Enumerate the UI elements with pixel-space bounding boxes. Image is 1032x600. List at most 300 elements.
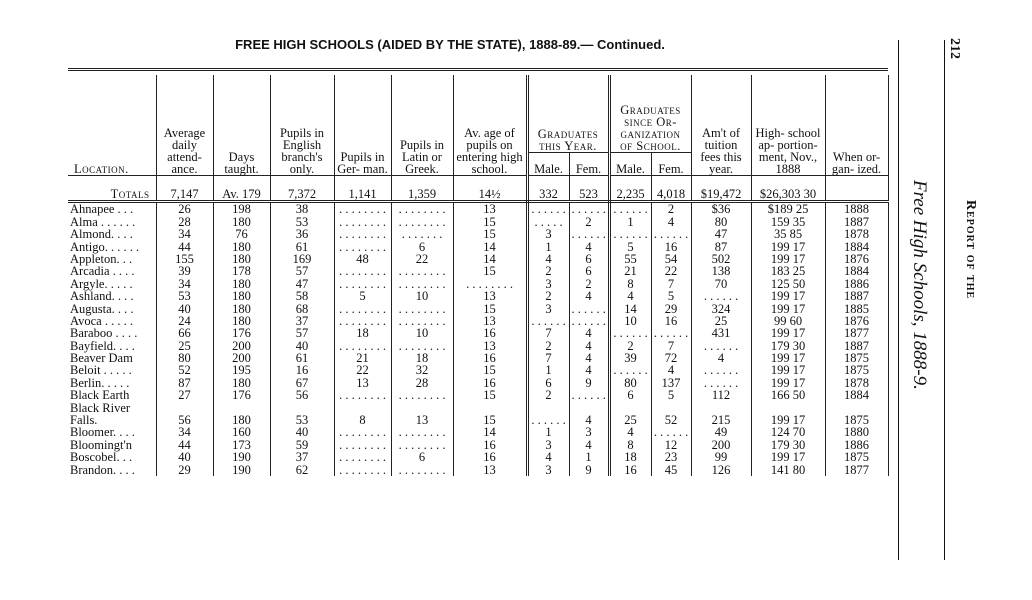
row-cell: 14: [453, 240, 527, 252]
row-cell: 4: [527, 253, 569, 265]
row-cell: [825, 401, 888, 413]
row-location: Argyle. . . . .: [68, 277, 156, 289]
row-cell: . . . . . . . .: [334, 426, 391, 438]
row-cell: 16: [453, 376, 527, 388]
row-cell: 58: [270, 290, 334, 302]
row-cell: 5: [334, 290, 391, 302]
row-cell: 180: [213, 240, 270, 252]
row-cell: 3: [527, 438, 569, 450]
table-row: [68, 327, 888, 339]
header-german: Pupils in Ger- man.: [334, 75, 391, 176]
row-cell: 25: [156, 339, 213, 351]
row-cell: 1: [569, 451, 609, 463]
row-cell: 16: [609, 463, 651, 475]
row-cell: 4: [569, 339, 609, 351]
row-cell: [270, 401, 334, 413]
row-cell: $189 25: [751, 202, 825, 216]
row-cell: 4: [651, 215, 691, 227]
row-cell: . . . . . . . .: [334, 389, 391, 401]
header-tuition: Am't of tuition fees this year.: [691, 75, 751, 176]
row-location: Berlin. . . . .: [68, 376, 156, 388]
row-cell: 2: [527, 265, 569, 277]
row-cell: 87: [691, 240, 751, 252]
row-cell: 1876: [825, 315, 888, 327]
row-cell: . . . . . . . .: [391, 339, 453, 351]
row-cell: 34: [156, 426, 213, 438]
row-cell: 180: [213, 315, 270, 327]
row-location: Beloit . . . . .: [68, 364, 156, 376]
row-cell: 1884: [825, 389, 888, 401]
table-row: [68, 265, 888, 277]
table-row: [68, 339, 888, 351]
row-cell: 15: [453, 364, 527, 376]
table-row: [68, 202, 888, 216]
row-cell: 70: [691, 277, 751, 289]
row-cell: 137: [651, 376, 691, 388]
table-row: [68, 389, 888, 401]
row-cell: 4: [651, 364, 691, 376]
row-cell: . . . . . .: [527, 315, 569, 327]
row-cell: 10: [391, 290, 453, 302]
row-cell: 2: [609, 339, 651, 351]
row-cell: 87: [156, 376, 213, 388]
row-cell: . . . . . . .: [391, 228, 453, 240]
row-cell: 15: [453, 302, 527, 314]
row-cell: . . . . . . . .: [334, 302, 391, 314]
row-cell: 180: [213, 253, 270, 265]
row-cell: 39: [609, 352, 651, 364]
row-cell: 14: [609, 302, 651, 314]
row-cell: . . . . . . . .: [391, 438, 453, 450]
side-title: Free High Schools, 1888-9.: [909, 180, 930, 390]
totals-row: Totals 7,147 Av. 179 7,372 1,141 1,359 14½ 332 523 2,235 4,018 $19,472 $26,303 30: [68, 176, 888, 202]
row-cell: 180: [213, 302, 270, 314]
row-cell: 1: [527, 240, 569, 252]
row-cell: 37: [270, 315, 334, 327]
row-cell: . . . . . .: [609, 228, 651, 240]
row-cell: 159 35: [751, 215, 825, 227]
row-cell: 15: [453, 389, 527, 401]
header-avage: Av. age of pupils on entering high school.: [453, 75, 527, 176]
row-cell: 1: [609, 215, 651, 227]
row-cell: [609, 401, 651, 413]
row-cell: 16: [453, 327, 527, 339]
table-row: [68, 451, 888, 463]
row-cell: [691, 401, 751, 413]
row-cell: 16: [453, 352, 527, 364]
row-cell: 166 50: [751, 389, 825, 401]
row-cell: 38: [270, 202, 334, 216]
row-cell: 2: [569, 215, 609, 227]
row-location: Almond. . . .: [68, 228, 156, 240]
row-cell: 40: [270, 426, 334, 438]
row-cell: 55: [609, 253, 651, 265]
row-cell: 1886: [825, 277, 888, 289]
row-cell: 1877: [825, 327, 888, 339]
row-cell: 4: [569, 327, 609, 339]
row-cell: 36: [270, 228, 334, 240]
row-cell: 72: [651, 352, 691, 364]
row-cell: 160: [213, 426, 270, 438]
row-cell: 34: [156, 277, 213, 289]
row-cell: . . . . . . . .: [334, 463, 391, 475]
row-cell: 199 17: [751, 240, 825, 252]
row-cell: 2: [569, 277, 609, 289]
row-cell: . . . . . .: [609, 364, 651, 376]
row-cell: [334, 401, 391, 413]
row-cell: 431: [691, 327, 751, 339]
row-cell: 8: [609, 438, 651, 450]
row-cell: . . . . . . . .: [391, 463, 453, 475]
row-cell: 6: [527, 376, 569, 388]
row-cell: 6: [609, 389, 651, 401]
schools-table: [68, 68, 889, 476]
row-cell: 180: [213, 376, 270, 388]
row-cell: 16: [651, 315, 691, 327]
row-cell: 39: [156, 265, 213, 277]
row-cell: 53: [270, 215, 334, 227]
row-cell: [391, 401, 453, 413]
row-cell: 6: [391, 240, 453, 252]
row-cell: 179 30: [751, 438, 825, 450]
row-cell: 124 70: [751, 426, 825, 438]
row-cell: . . . . . . . .: [453, 277, 527, 289]
row-cell: 57: [270, 327, 334, 339]
row-cell: 22: [334, 364, 391, 376]
row-cell: 4: [609, 426, 651, 438]
row-cell: . . . . . . . .: [334, 202, 391, 216]
row-cell: 99 60: [751, 315, 825, 327]
row-cell: 1875: [825, 451, 888, 463]
row-cell: . . . . . . . .: [391, 277, 453, 289]
row-cell: 1876: [825, 253, 888, 265]
row-cell: 4: [569, 364, 609, 376]
row-cell: 53: [156, 290, 213, 302]
page-title: FREE HIGH SCHOOLS (AIDED BY THE STATE), 1888-89.— Continued.: [235, 37, 665, 52]
header-latin: Pupils in Latin or Greek.: [391, 75, 453, 176]
row-cell: 13: [453, 339, 527, 351]
row-cell: 3: [527, 228, 569, 240]
row-cell: [527, 401, 569, 413]
row-cell: [453, 401, 527, 413]
row-cell: . . . . . . . .: [334, 277, 391, 289]
row-location: Bloomingt'n: [68, 438, 156, 450]
row-cell: . . . . . .: [691, 376, 751, 388]
row-cell: 10: [391, 327, 453, 339]
row-cell: 16: [453, 438, 527, 450]
row-cell: 48: [334, 253, 391, 265]
header-fem: Fem.: [569, 153, 609, 176]
table-row: [68, 401, 888, 413]
row-cell: . . . . . .: [691, 339, 751, 351]
table-row: [68, 364, 888, 376]
table-row: [68, 315, 888, 327]
row-cell: 125 50: [751, 277, 825, 289]
row-location: Baraboo . . . .: [68, 327, 156, 339]
row-cell: 215: [691, 414, 751, 426]
row-cell: 57: [270, 265, 334, 277]
row-cell: 9: [569, 463, 609, 475]
table-row: [68, 277, 888, 289]
row-cell: 24: [156, 315, 213, 327]
table-row: [68, 414, 888, 426]
row-cell: 1877: [825, 463, 888, 475]
row-cell: 4: [609, 290, 651, 302]
row-cell: 3: [527, 463, 569, 475]
row-location: Bloomer. . . .: [68, 426, 156, 438]
row-cell: . . . . . .: [527, 414, 569, 426]
row-cell: $36: [691, 202, 751, 216]
row-location: Brandon. . . .: [68, 463, 156, 475]
row-cell: 40: [156, 302, 213, 314]
table-row: [68, 228, 888, 240]
row-cell: 29: [651, 302, 691, 314]
row-cell: 5: [651, 389, 691, 401]
row-cell: 1884: [825, 265, 888, 277]
row-cell: 195: [213, 364, 270, 376]
row-cell: 1880: [825, 426, 888, 438]
table-row: [68, 290, 888, 302]
row-cell: 199 17: [751, 327, 825, 339]
row-cell: 37: [270, 451, 334, 463]
row-cell: . . . . . .: [651, 327, 691, 339]
row-cell: 502: [691, 253, 751, 265]
row-cell: 4: [569, 414, 609, 426]
row-cell: 141 80: [751, 463, 825, 475]
row-cell: 1878: [825, 376, 888, 388]
row-cell: 8: [609, 277, 651, 289]
row-cell: 7: [651, 339, 691, 351]
row-location: Alma . . . . . .: [68, 215, 156, 227]
row-cell: 61: [270, 240, 334, 252]
row-location: Antigo. . . . . .: [68, 240, 156, 252]
row-cell: 27: [156, 389, 213, 401]
row-cell: 4: [691, 352, 751, 364]
row-cell: 5: [609, 240, 651, 252]
row-cell: 49: [691, 426, 751, 438]
row-cell: [156, 401, 213, 413]
table-row: [68, 352, 888, 364]
row-cell: 176: [213, 389, 270, 401]
row-cell: 15: [453, 228, 527, 240]
table-row: [68, 302, 888, 314]
row-cell: . . . . . .: [527, 202, 569, 216]
row-location: Ahnapee . . .: [68, 202, 156, 216]
row-cell: 52: [651, 414, 691, 426]
row-cell: 18: [609, 451, 651, 463]
row-cell: 68: [270, 302, 334, 314]
row-cell: . . . . . .: [569, 389, 609, 401]
row-location: Falls.: [68, 414, 156, 426]
row-cell: 21: [334, 352, 391, 364]
table-row: [68, 426, 888, 438]
row-cell: 198: [213, 202, 270, 216]
table-row: [68, 215, 888, 227]
row-cell: . . . . . . . .: [334, 228, 391, 240]
row-cell: 40: [156, 451, 213, 463]
row-cell: 1878: [825, 228, 888, 240]
row-cell: 1888: [825, 202, 888, 216]
side-report: Report of the: [963, 200, 978, 300]
row-cell: 7: [527, 327, 569, 339]
row-cell: 80: [691, 215, 751, 227]
row-cell: 180: [213, 277, 270, 289]
row-cell: 2: [651, 202, 691, 216]
row-cell: 53: [270, 414, 334, 426]
row-cell: . . . . . . . .: [334, 315, 391, 327]
row-cell: 199 17: [751, 376, 825, 388]
row-cell: 25: [691, 315, 751, 327]
row-cell: . . . . . . . .: [334, 240, 391, 252]
row-cell: 80: [609, 376, 651, 388]
row-cell: 54: [651, 253, 691, 265]
row-cell: . . . . . . . .: [391, 265, 453, 277]
row-cell: 13: [334, 376, 391, 388]
row-cell: 199 17: [751, 302, 825, 314]
row-cell: 47: [270, 277, 334, 289]
row-location: Augusta. . . .: [68, 302, 156, 314]
row-cell: 1886: [825, 438, 888, 450]
page-rule: [898, 40, 899, 560]
row-cell: 2: [527, 339, 569, 351]
table-row: [68, 376, 888, 388]
row-cell: 7: [527, 352, 569, 364]
table-row: [68, 253, 888, 265]
row-cell: 56: [156, 414, 213, 426]
row-cell: 2: [527, 389, 569, 401]
row-cell: 1875: [825, 364, 888, 376]
row-cell: 1875: [825, 352, 888, 364]
row-cell: 16: [453, 451, 527, 463]
row-cell: 15: [453, 215, 527, 227]
header-apportion: High- school ap- portion- ment, Nov., 1888: [751, 75, 825, 176]
row-cell: 9: [569, 376, 609, 388]
row-cell: 80: [156, 352, 213, 364]
row-cell: [213, 401, 270, 413]
row-cell: 14: [453, 426, 527, 438]
row-cell: 15: [453, 414, 527, 426]
row-cell: . . . . . . . .: [334, 265, 391, 277]
row-cell: . . . . . . . .: [391, 302, 453, 314]
row-cell: . . . . .: [527, 215, 569, 227]
row-cell: . . . . . .: [651, 426, 691, 438]
row-cell: . . . . . .: [569, 202, 609, 216]
row-cell: . . . . . . . .: [334, 451, 391, 463]
row-cell: 26: [156, 202, 213, 216]
row-cell: 324: [691, 302, 751, 314]
table-row: [68, 463, 888, 475]
row-cell: 16: [651, 240, 691, 252]
row-cell: 44: [156, 438, 213, 450]
header-attendance: Average daily attend- ance.: [156, 75, 213, 176]
row-cell: 169: [270, 253, 334, 265]
row-cell: . . . . . . . .: [334, 438, 391, 450]
row-cell: 2: [527, 290, 569, 302]
row-cell: 176: [213, 327, 270, 339]
row-cell: 29: [156, 463, 213, 475]
row-cell: 1887: [825, 215, 888, 227]
row-cell: 10: [609, 315, 651, 327]
header-fem2: Fem.: [651, 153, 691, 176]
row-location: Arcadia . . . .: [68, 265, 156, 277]
table-body: [68, 202, 888, 476]
row-cell: 1875: [825, 414, 888, 426]
row-cell: 199 17: [751, 253, 825, 265]
row-cell: [651, 401, 691, 413]
row-cell: . . . . . . . .: [391, 202, 453, 216]
table-row: [68, 438, 888, 450]
row-cell: 44: [156, 240, 213, 252]
row-cell: 22: [651, 265, 691, 277]
row-cell: . . . . . . . .: [391, 389, 453, 401]
row-cell: 67: [270, 376, 334, 388]
row-cell: 1: [527, 426, 569, 438]
row-cell: 32: [391, 364, 453, 376]
row-cell: . . . . . .: [609, 327, 651, 339]
row-cell: 180: [213, 290, 270, 302]
row-cell: 6: [569, 253, 609, 265]
table-row: [68, 240, 888, 252]
row-cell: 13: [453, 202, 527, 216]
row-cell: 28: [156, 215, 213, 227]
row-cell: . . . . . .: [651, 228, 691, 240]
row-location: Boscobel. . .: [68, 451, 156, 463]
header-grad-year: Graduates this Year.: [527, 75, 609, 153]
row-cell: . . . . . .: [569, 302, 609, 314]
row-cell: 173: [213, 438, 270, 450]
header-days: Days taught.: [213, 75, 270, 176]
row-cell: 1887: [825, 290, 888, 302]
page-rule: [944, 40, 945, 560]
row-cell: 28: [391, 376, 453, 388]
row-cell: 52: [156, 364, 213, 376]
row-cell: 3: [527, 277, 569, 289]
row-location: Appleton. . .: [68, 253, 156, 265]
row-cell: 4: [569, 352, 609, 364]
header-grad-since: Graduates since Or- ganization of School.: [609, 75, 691, 153]
row-cell: 13: [391, 414, 453, 426]
header-male: Male.: [527, 153, 569, 176]
row-cell: 23: [651, 451, 691, 463]
row-location: Bayfield. . . .: [68, 339, 156, 351]
row-cell: 25: [609, 414, 651, 426]
row-cell: 4: [527, 451, 569, 463]
row-cell: 61: [270, 352, 334, 364]
row-cell: 47: [691, 228, 751, 240]
row-cell: 16: [270, 364, 334, 376]
row-cell: 13: [453, 463, 527, 475]
row-cell: 179 30: [751, 339, 825, 351]
row-cell: 5: [651, 290, 691, 302]
row-cell: . . . . . .: [569, 228, 609, 240]
row-cell: 180: [213, 414, 270, 426]
row-location: Black River: [68, 401, 156, 413]
row-cell: 40: [270, 339, 334, 351]
header-english: Pupils in English branch's only.: [270, 75, 334, 176]
row-cell: [569, 401, 609, 413]
row-cell: 56: [270, 389, 334, 401]
row-cell: 14: [453, 253, 527, 265]
row-location: Black Earth: [68, 389, 156, 401]
row-cell: 178: [213, 265, 270, 277]
row-cell: 59: [270, 438, 334, 450]
row-cell: 3: [569, 426, 609, 438]
row-cell: 34: [156, 228, 213, 240]
row-cell: 4: [569, 438, 609, 450]
row-cell: . . . . . . . .: [334, 339, 391, 351]
row-cell: 1885: [825, 302, 888, 314]
row-cell: 190: [213, 451, 270, 463]
